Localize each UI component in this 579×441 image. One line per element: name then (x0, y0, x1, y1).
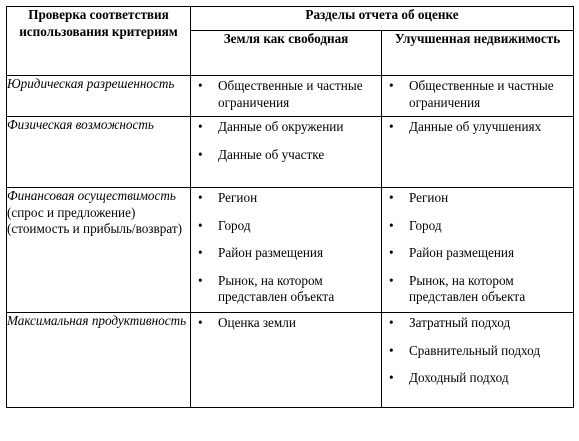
land-cell (191, 117, 382, 188)
improved-cell (382, 188, 574, 313)
criterion-cell (7, 117, 191, 188)
improved-list (382, 119, 573, 136)
list-item: • Затратный подход (382, 315, 573, 332)
land-list (191, 190, 381, 306)
header-criteria: Проверка соответствия использования критериям (7, 7, 191, 76)
table-row (7, 188, 574, 313)
list-item: • Город (191, 218, 381, 235)
list-item: • Сравнительный подход (382, 343, 573, 360)
list-item: • Рынок, на котором представлен объекта (382, 273, 573, 306)
improved-list (382, 78, 573, 111)
list-item: • Район размещения (191, 245, 381, 262)
improved-cell (382, 76, 574, 117)
table-row (7, 76, 574, 117)
criterion-label: Юридическая разрешенность (7, 76, 175, 91)
criterion-cell (7, 313, 191, 408)
list-item: • Общественные и частные ограничения (382, 78, 573, 111)
header-sections: Разделы отчета об оценке (191, 7, 574, 31)
land-cell (191, 188, 382, 313)
list-item: • Оценка земли (191, 315, 381, 332)
table-header-row (7, 7, 574, 31)
improved-list (382, 190, 573, 306)
list-item: • Город (382, 218, 573, 235)
table-row (7, 313, 574, 408)
land-list (191, 315, 381, 332)
improved-cell (382, 313, 574, 408)
criterion-cell (7, 188, 191, 313)
improved-cell (382, 117, 574, 188)
land-list (191, 119, 381, 163)
criterion-label: Физическая возможность (7, 117, 154, 132)
header-improved: Улучшенная недвижимость (382, 31, 574, 76)
criterion-note: (спрос и предложение) (стоимость и прибыль/возврат) (7, 204, 182, 236)
list-item: • Данные об окружении (191, 119, 381, 136)
appraisal-criteria-table (6, 6, 574, 408)
list-item: • Доходный подход (382, 370, 573, 387)
list-item: • Регион (382, 190, 573, 207)
header-land: Земля как свободная (191, 31, 382, 76)
list-item: • Район размещения (382, 245, 573, 262)
list-item: • Рынок, на котором представлен объекта (191, 273, 381, 306)
land-cell (191, 76, 382, 117)
criterion-label: Финансовая осуществимость (7, 188, 176, 203)
land-cell (191, 313, 382, 408)
land-list (191, 78, 381, 111)
list-item: • Общественные и частные ограничения (191, 78, 381, 111)
criterion-cell (7, 76, 191, 117)
improved-list (382, 315, 573, 387)
list-item: • Данные об участке (191, 147, 381, 164)
list-item: • Регион (191, 190, 381, 207)
table-row (7, 117, 574, 188)
criterion-label: Максимальная продуктивность (7, 313, 187, 328)
list-item: • Данные об улучшениях (382, 119, 573, 136)
